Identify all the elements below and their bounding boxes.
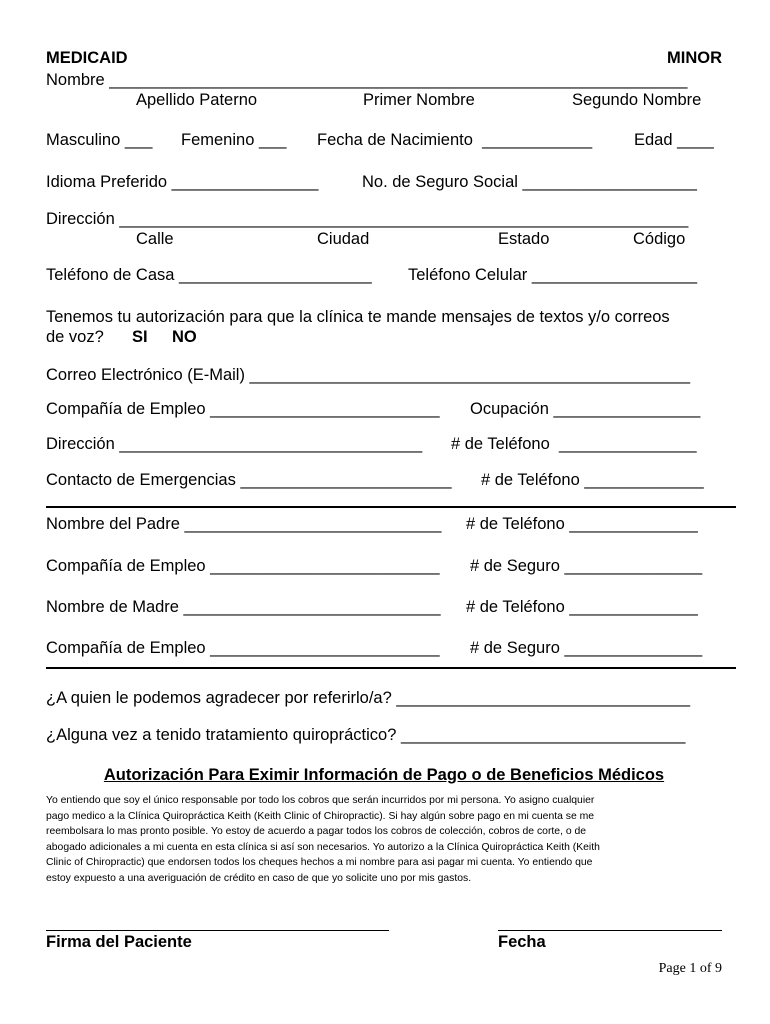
authorization-paragraph <box>46 793 722 887</box>
edad-field[interactable]: Edad ____ <box>634 131 714 149</box>
telefono-madre-field[interactable]: # de Teléfono ______________ <box>466 598 698 616</box>
telefono-casa-field[interactable]: Teléfono de Casa _____________________ <box>46 266 372 284</box>
seguro-padre-field[interactable]: # de Seguro _______________ <box>470 557 703 575</box>
patient-signature-line[interactable] <box>46 930 389 931</box>
segundo-nombre-label: Segundo Nombre <box>572 91 702 109</box>
telefono-padre-field[interactable]: # de Teléfono ______________ <box>466 515 698 533</box>
header-medicaid: MEDICAID <box>46 49 128 67</box>
masculino-field[interactable]: Masculino ___ <box>46 131 153 149</box>
ocupacion-field[interactable]: Ocupación ________________ <box>470 400 701 418</box>
date-signature-line[interactable] <box>498 930 722 931</box>
direccion-field[interactable]: Dirección ______________________________________________________________ <box>46 210 689 228</box>
nombre-padre-field[interactable]: Nombre del Padre ____________________________ <box>46 515 442 533</box>
nombre-field[interactable]: Nombre _______________________________________________________________ <box>46 71 688 89</box>
direccion-empleo-field[interactable]: Dirección _________________________________ <box>46 435 423 453</box>
seguro-social-field[interactable]: No. de Seguro Social ___________________ <box>362 173 697 191</box>
authorization-line: abogado adicionales a mi cuenta en esta clínica si así son necesarios. Yo autorizo a la Clínica Quiropráctica Keith (Keith <box>46 841 600 853</box>
authorization-title: Autorización Para Eximir Información de Pago o de Beneficios Médicos <box>103 766 665 784</box>
telefono-empleo-field[interactable]: # de Teléfono _______________ <box>451 435 697 453</box>
estado-label: Estado <box>498 230 550 248</box>
telefono-emergencia-field[interactable]: # de Teléfono _____________ <box>481 471 704 489</box>
apellido-paterno-label: Apellido Paterno <box>136 91 258 109</box>
ciudad-label: Ciudad <box>317 230 370 248</box>
telefono-celular-field[interactable]: Teléfono Celular __________________ <box>408 266 697 284</box>
tratamiento-quiropractico-field[interactable]: ¿Alguna vez a tenido tratamiento quiropráctico? _______________________________ <box>46 726 686 744</box>
primer-nombre-label: Primer Nombre <box>363 91 475 109</box>
femenino-field[interactable]: Femenino ___ <box>181 131 287 149</box>
date-signature-label: Fecha <box>498 933 546 951</box>
fecha-nacimiento-field[interactable]: Fecha de Nacimiento ____________ <box>317 131 593 149</box>
idioma-field[interactable]: Idioma Preferido ________________ <box>46 173 319 191</box>
form-page <box>46 0 722 1024</box>
authorization-line: estoy expuesto a una averiguación de crédito en caso de que yo solicite uno por mis gastos. <box>46 872 472 884</box>
si-option[interactable]: SI <box>132 328 148 346</box>
compania-madre-field[interactable]: Compañía de Empleo _________________________ <box>46 639 440 657</box>
authorization-line: reembolsara lo mas pronto posible. Yo estoy de acuerdo a pagar todos los cobros de colección, cobros de corte, o de <box>46 826 587 838</box>
authorization-line: pago medico a la Clínica Quiropráctica Keith (Keith Clinic of Chiropractic). Si hay algún sobre pago en mi cuenta se me <box>46 810 595 822</box>
calle-label: Calle <box>136 230 174 248</box>
correo-field[interactable]: Correo Electrónico (E-Mail) ________________________________________________ <box>46 366 691 384</box>
seguro-madre-field[interactable]: # de Seguro _______________ <box>470 639 703 657</box>
compania-padre-field[interactable]: Compañía de Empleo _________________________ <box>46 557 440 575</box>
referido-field[interactable]: ¿A quien le podemos agradecer por referirlo/a? ________________________________ <box>46 689 691 707</box>
no-option[interactable]: NO <box>172 328 197 346</box>
autorizacion-mensajes-text: Tenemos tu autorización para que la clínica te mande mensajes de textos y/o correos <box>46 308 670 326</box>
contacto-emergencia-field[interactable]: Contacto de Emergencias _______________________ <box>46 471 452 489</box>
compania-empleo-field[interactable]: Compañía de Empleo _________________________ <box>46 400 440 418</box>
nombre-madre-field[interactable]: Nombre de Madre ____________________________ <box>46 598 441 616</box>
divider-bottom <box>46 667 736 669</box>
authorization-line: Yo entiendo que soy el único responsable por todo los cobros que serán incurridos por mi persona. Yo asigno cualquier <box>46 795 595 806</box>
authorization-line: Clinic of Chiropractic) que endorsen todos los cheques hechos a mi nombre para asi pagar mi cuenta. Yo entiendo que <box>46 857 593 869</box>
header-minor: MINOR <box>667 49 722 67</box>
codigo-label: Código <box>633 230 686 248</box>
divider-top <box>46 506 736 508</box>
page-number: Page 1 of 9 <box>658 961 722 976</box>
patient-signature-label: Firma del Paciente <box>46 933 192 951</box>
autorizacion-mensajes-text-2: de voz? <box>46 328 104 346</box>
